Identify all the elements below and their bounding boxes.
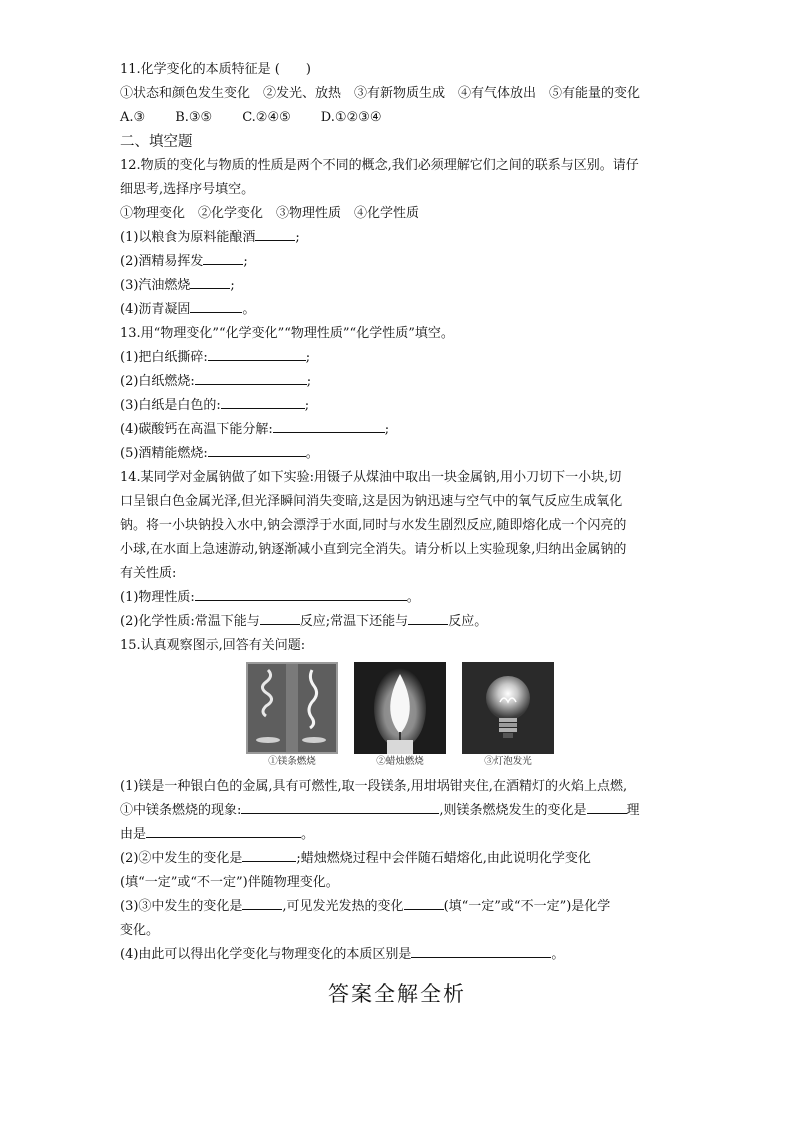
q13-item: (4)碳酸钙在高温下能分解: ; <box>120 418 680 442</box>
choice-d: D.①②③④ <box>320 110 382 125</box>
figure-candle <box>354 662 446 769</box>
q12-stem-1: 12.物质的变化与物质的性质是两个不同的概念,我们必须理解它们之间的联系与区别。请仔 <box>120 158 639 173</box>
worksheet <box>120 58 680 967</box>
answer-blank[interactable] <box>195 586 407 601</box>
q14-physical: (1)物理性质: 。 <box>120 586 680 610</box>
q15-part3-line1: (3)③中发生的变化是 ,可见发光发热的变化 (填“一定”或“不一定”)是化学 <box>120 895 680 919</box>
choice-c: C.②④⑤ <box>242 110 291 125</box>
magnesium-burning-image <box>246 662 338 754</box>
q12-item: (4)沥青凝固 。 <box>120 298 680 322</box>
figure-caption: ①镁条燃烧 <box>268 756 316 767</box>
q15-part3-line2: 变化。 <box>120 923 160 938</box>
answer-blank[interactable] <box>221 394 305 409</box>
q12-stem-2: 细思考,选择序号填空。 <box>120 182 255 197</box>
q14-text-line: 14.某同学对金属钠做了如下实验:用镊子从煤油中取出一块金属钠,用小刀切下一小块,切 <box>120 470 622 485</box>
figure-bulb <box>462 662 554 769</box>
q11-options: ①状态和颜色发生变化 ②发光、放热 ③有新物质生成 ④有气体放出 ⑤有能量的变化 <box>120 86 641 101</box>
answer-blank[interactable] <box>411 943 551 958</box>
section-heading: 二、填空题 <box>120 134 193 150</box>
answer-blank[interactable] <box>208 442 306 457</box>
answer-blank[interactable] <box>587 799 627 814</box>
answer-blank[interactable] <box>404 895 444 910</box>
answer-blank[interactable] <box>146 823 301 838</box>
choice-b: B.③⑤ <box>175 110 213 125</box>
q15-part2-line1: (2)②中发生的变化是 ;蜡烛燃烧过程中会伴随石蜡熔化,由此说明化学变化 <box>120 847 680 871</box>
figure-caption: ②蜡烛燃烧 <box>376 756 424 767</box>
q12-item: (1)以粮食为原料能酿酒 ; <box>120 226 680 250</box>
q14-text-line: 口呈银白色金属光泽,但光泽瞬间消失变暗,这是因为钠迅速与空气中的氧气反应生成氧化 <box>120 494 623 509</box>
q13-stem: 13.用“物理变化”“化学变化”“物理性质”“化学性质”填空。 <box>120 326 454 341</box>
answer-blank[interactable] <box>255 226 295 241</box>
q15-part1-line2: ①中镁条燃烧的现象: ,则镁条燃烧发生的变化是 理 <box>120 799 680 823</box>
choice-a: A.③ <box>120 110 146 125</box>
q14-text-line: 小球,在水面上急速游动,钠逐渐减小直到完全消失。请分析以上实验现象,归纳出金属钠的 <box>120 542 627 557</box>
answer-blank[interactable] <box>273 418 385 433</box>
answer-blank[interactable] <box>208 346 306 361</box>
q13-item: (3)白纸是白色的: ; <box>120 394 680 418</box>
answer-blank[interactable] <box>260 610 300 625</box>
light-bulb-image <box>462 662 554 754</box>
answer-blank[interactable] <box>242 847 296 862</box>
q11-choices <box>120 106 680 130</box>
answer-title: 答案全解全析 <box>328 982 466 1006</box>
q14-text-line: 钠。将一小块钠投入水中,钠会漂浮于水面,同时与水发生剧烈反应,随即熔化成一个闪亮的 <box>120 518 627 533</box>
answer-blank[interactable] <box>203 250 243 265</box>
figure-magnesium <box>246 662 338 769</box>
answer-blank[interactable] <box>408 610 448 625</box>
q13-item: (5)酒精能燃烧: 。 <box>120 442 680 466</box>
q12-item: (2)酒精易挥发 ; <box>120 250 680 274</box>
q12-item: (3)汽油燃烧 ; <box>120 274 680 298</box>
q15-part1-line1: (1)镁是一种银白色的金属,具有可燃性,取一段镁条,用坩埚钳夹住,在酒精灯的火焰上点燃, <box>120 779 628 794</box>
q14-text-line: 有关性质: <box>120 566 177 581</box>
q12-options: ①物理变化 ②化学变化 ③物理性质 ④化学性质 <box>120 206 420 221</box>
q15-part4: (4)由此可以得出化学变化与物理变化的本质区别是 。 <box>120 943 680 967</box>
answer-blank[interactable] <box>241 799 439 814</box>
candle-flame-image <box>354 662 446 754</box>
q13-item: (2)白纸燃烧: ; <box>120 370 680 394</box>
figure-caption: ③灯泡发光 <box>484 756 532 767</box>
q15-stem: 15.认真观察图示,回答有关问题: <box>120 638 306 653</box>
answer-blank[interactable] <box>190 274 230 289</box>
q14-chemical: (2)化学性质:常温下能与 反应;常温下还能与 反应。 <box>120 610 680 634</box>
q15-part2-line2: (填“一定”或“不一定”)伴随物理变化。 <box>120 875 339 890</box>
answer-blank[interactable] <box>242 895 282 910</box>
q11-stem: 11.化学变化的本质特征是 ( ) <box>120 62 311 77</box>
answer-blank[interactable] <box>190 298 242 313</box>
answer-blank[interactable] <box>195 370 307 385</box>
q15-part1-line3: 由是 。 <box>120 823 680 847</box>
figure-row <box>246 662 680 769</box>
q13-item: (1)把白纸撕碎: ; <box>120 346 680 370</box>
